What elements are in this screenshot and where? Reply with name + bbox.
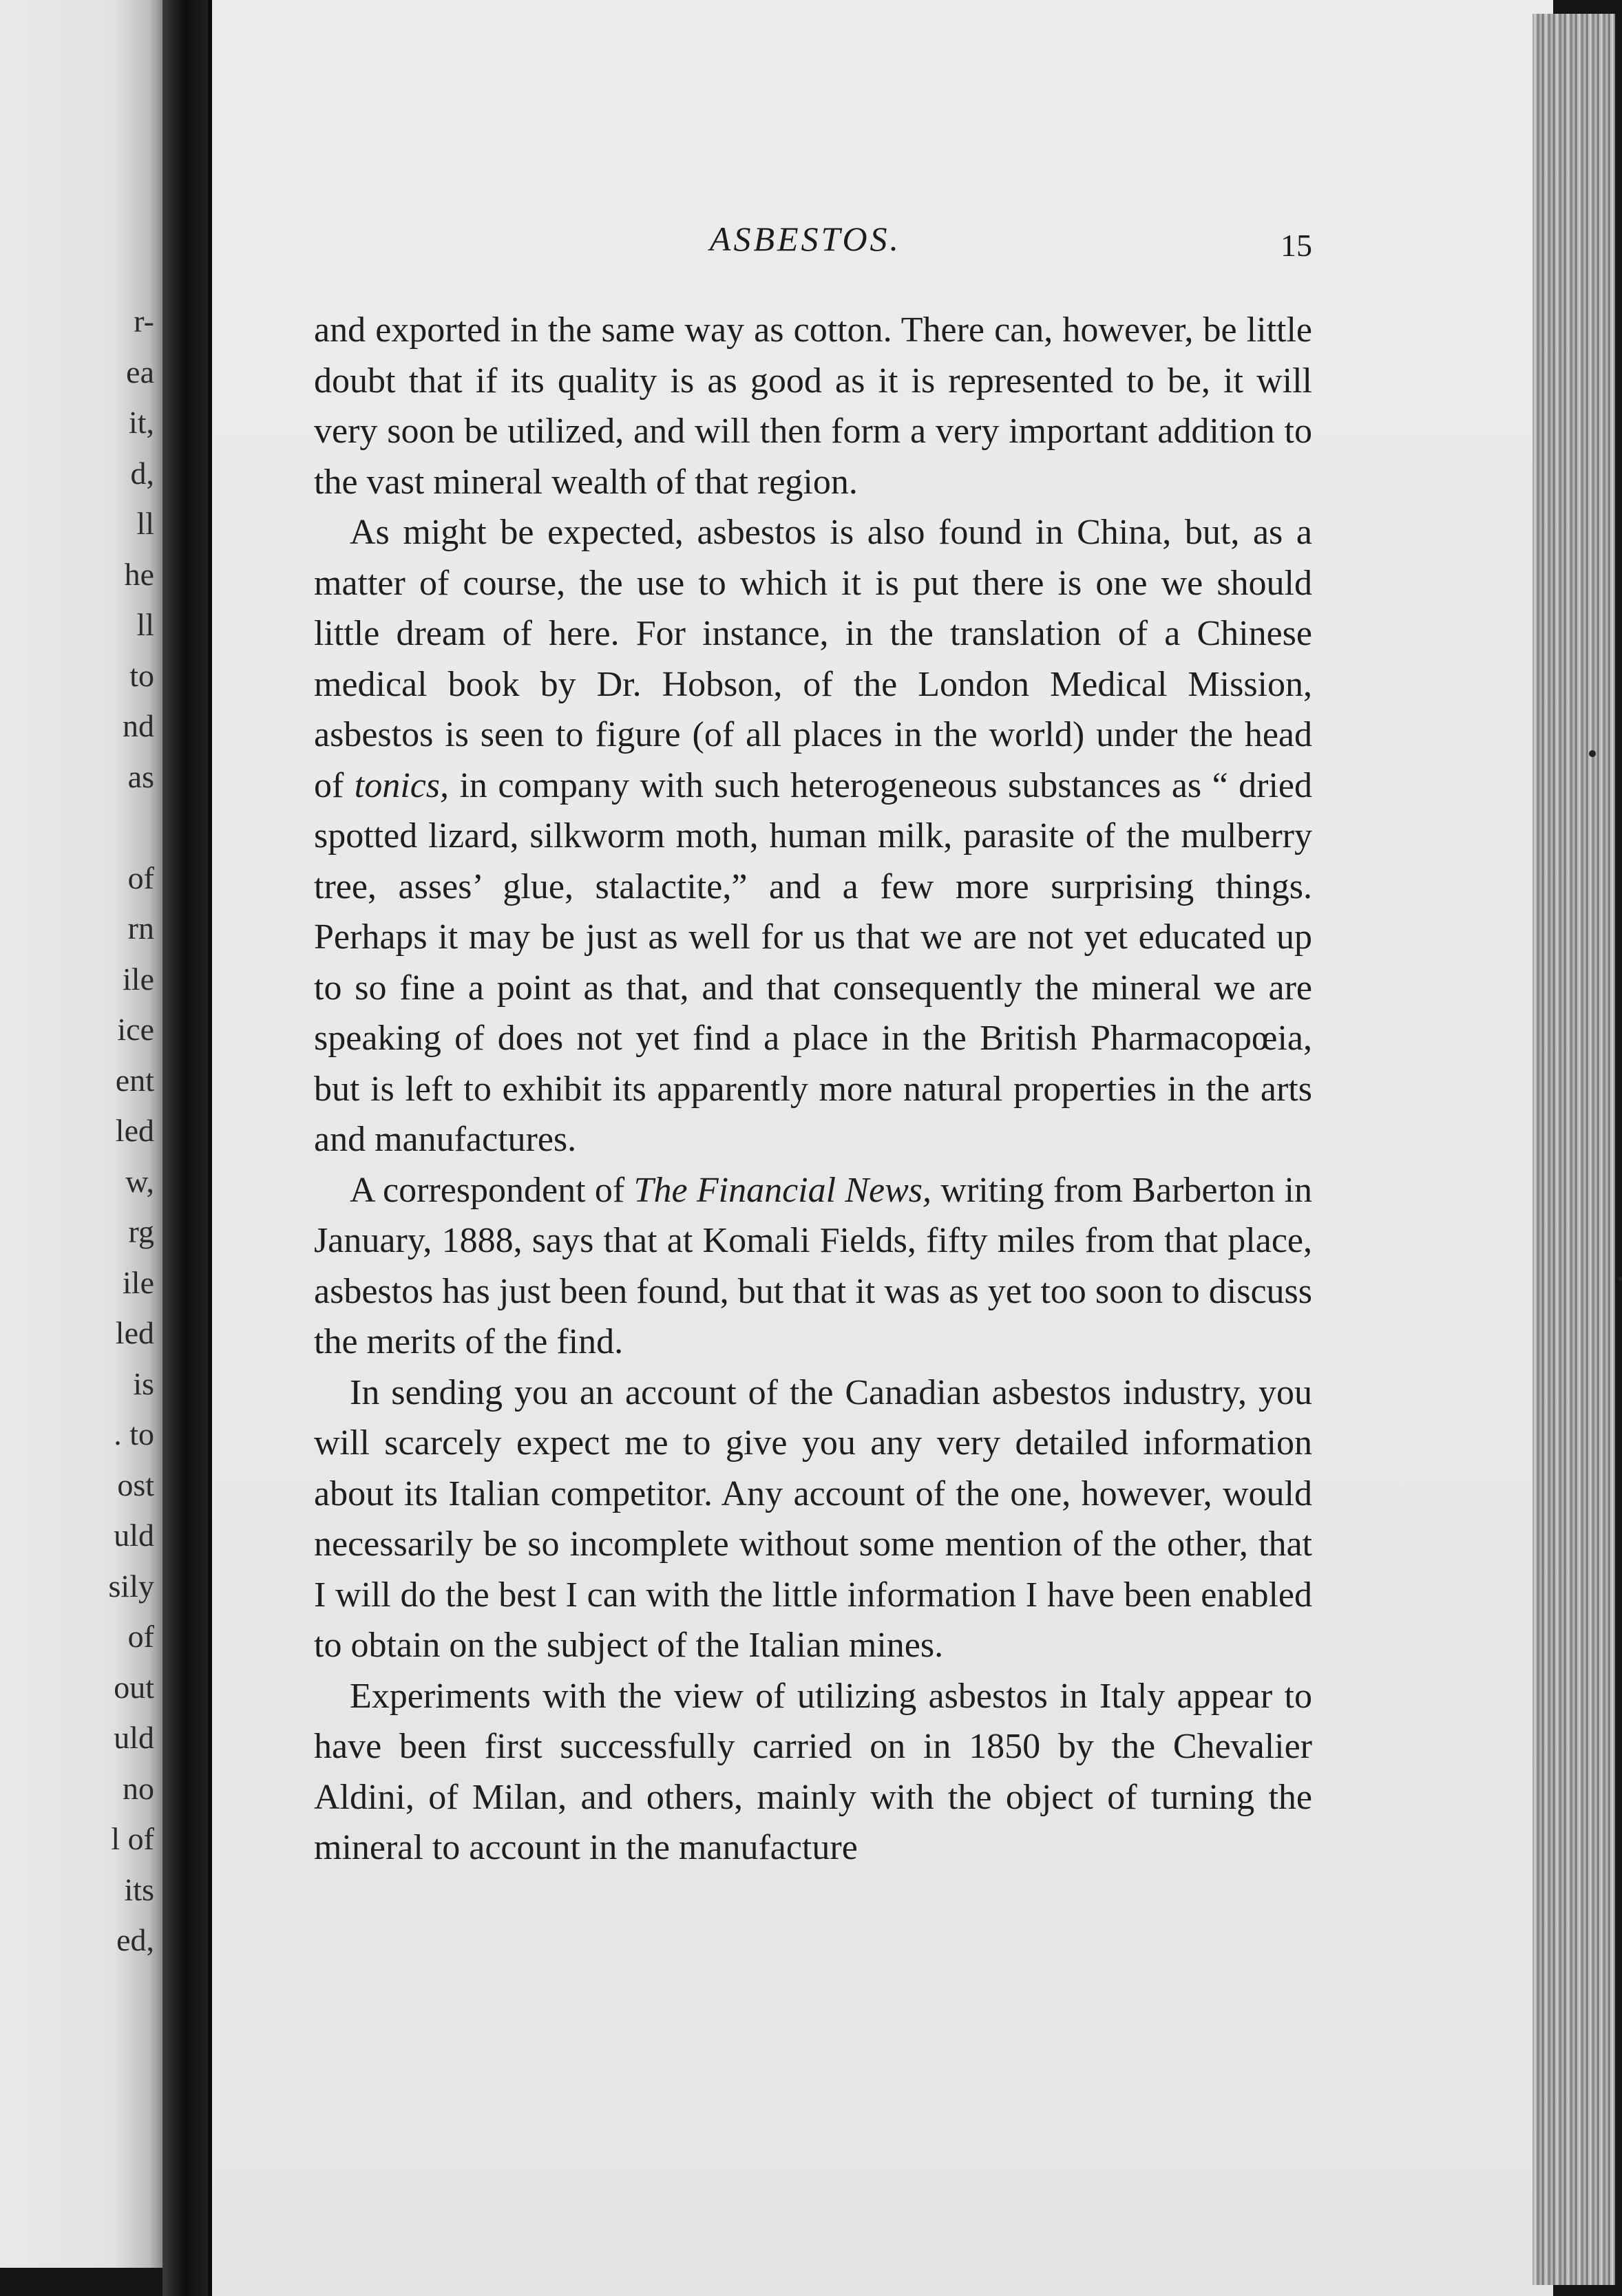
left-page-fragment: ed, — [116, 1922, 154, 1957]
left-page-fragment: sily — [108, 1568, 154, 1604]
left-page-fragment: ile — [123, 961, 154, 997]
left-page-fragment: ll — [136, 506, 154, 541]
left-page-fragment: out — [114, 1669, 154, 1705]
paragraph-4: In sending you an account of the Canadian asbestos industry, you will scarcely expect me to give you any very detailed information about its Italian competitor. Any account of the one, however, would necessarily be so incomplete without some mention of the other, that I will do the best I can with the little information I have been enabled to obtain on the subject of the Italian mines. — [314, 1372, 1312, 1665]
left-page-fragment: no — [123, 1770, 154, 1806]
left-page-fragment: to — [129, 657, 154, 693]
paragraph-3-text-b: writing from Barberton in January, 1888, says that at Komali Fields, fifty miles from that place, asbestos has just been found, but that it was as yet too soon to discuss the merits of the find. — [314, 1170, 1312, 1361]
left-page-fragment — [109, 802, 154, 853]
left-page-fragment: it, — [128, 405, 154, 440]
paper-speck — [1618, 1277, 1622, 1281]
left-page-fragment: is — [133, 1365, 154, 1401]
paragraph-2-text-a: As might be expected, asbestos is also found in China, but, as a matter of course, the use to which it is put there is one we should little dream of here. For instance, in the translation of a Chinese medical book by Dr. Hobson, of the London Medical Mission, asbestos is seen to figure (of all places in the world) under the head of — [314, 513, 1312, 805]
left-page-fragment: ent — [115, 1062, 154, 1098]
paragraph-2 — [314, 507, 1312, 1165]
paragraph-2-text-b: in company with such heterogeneous substances as “ dried spotted lizard, silkworm moth, human milk, parasite of the mulberry tree, asses’ glue, stalactite,” and a few more surprising things. Perhaps it may be just as well for us that we are not yet educated up to so fine a point as that, and that consequently the mineral we are speaking of does not yet find a place in the British Pharmacopœia, but is left to exhibit its apparently more natural properties in the arts and manufactures. — [314, 765, 1312, 1159]
left-page-fragment: ile — [123, 1264, 154, 1300]
left-page-fragment: ice — [117, 1012, 154, 1047]
body-text — [314, 305, 1312, 1873]
paragraph-3 — [314, 1165, 1312, 1368]
left-page-fragment: nd — [123, 708, 154, 743]
paragraph-1: and exported in the same way as cotton. There can, however, be little doubt that if its quality is as good as it is represented to be, it will very soon be utilized, and will then form a very important addition to the vast mineral wealth of that region. — [314, 310, 1312, 502]
left-page-text — [109, 296, 154, 1966]
page-edges — [1533, 14, 1615, 2285]
left-page-fragment: . to — [114, 1416, 154, 1452]
left-page-fragment: ll — [136, 607, 154, 642]
left-page-fragment: r- — [134, 304, 154, 339]
left-page — [0, 0, 162, 2268]
paragraph-3-italic: The Financial News, — [633, 1170, 932, 1210]
page-number: 15 — [1281, 228, 1312, 263]
left-page-fragment: of — [127, 860, 154, 895]
left-page-fragment: w, — [125, 1163, 154, 1199]
left-page-fragment: as — [127, 758, 154, 794]
paragraph-5: Experiments with the view of utilizing asbestos in Italy appear to have been first successfully carried on in 1850 by the Chevalier Aldini, of Milan, and others, mainly with the object of turning the mineral to account in the manufacture — [314, 1676, 1312, 1867]
book-gutter — [162, 0, 208, 2296]
left-page-fragment: its — [124, 1871, 154, 1907]
left-page-fragment: of — [127, 1619, 154, 1654]
left-page-fragment: uld — [114, 1518, 154, 1553]
paragraph-2-italic: tonics, — [354, 765, 450, 805]
left-page-fragment: d, — [130, 455, 154, 491]
paragraph-3-text-a: A correspondent of — [350, 1170, 634, 1210]
left-page-fragment: rg — [128, 1214, 154, 1249]
left-page-fragment: led — [115, 1315, 154, 1350]
left-page-fragment: uld — [114, 1720, 154, 1755]
left-page-fragment: rn — [127, 911, 154, 946]
running-head: ASBESTOS. — [709, 220, 902, 258]
left-page-fragment: ost — [117, 1467, 154, 1502]
left-page-fragment: he — [124, 556, 154, 592]
paper-speck — [1589, 750, 1596, 757]
left-page-fragment: l of — [111, 1821, 154, 1856]
left-page-fragment: led — [115, 1113, 154, 1148]
left-page-fragment: ea — [126, 354, 154, 390]
